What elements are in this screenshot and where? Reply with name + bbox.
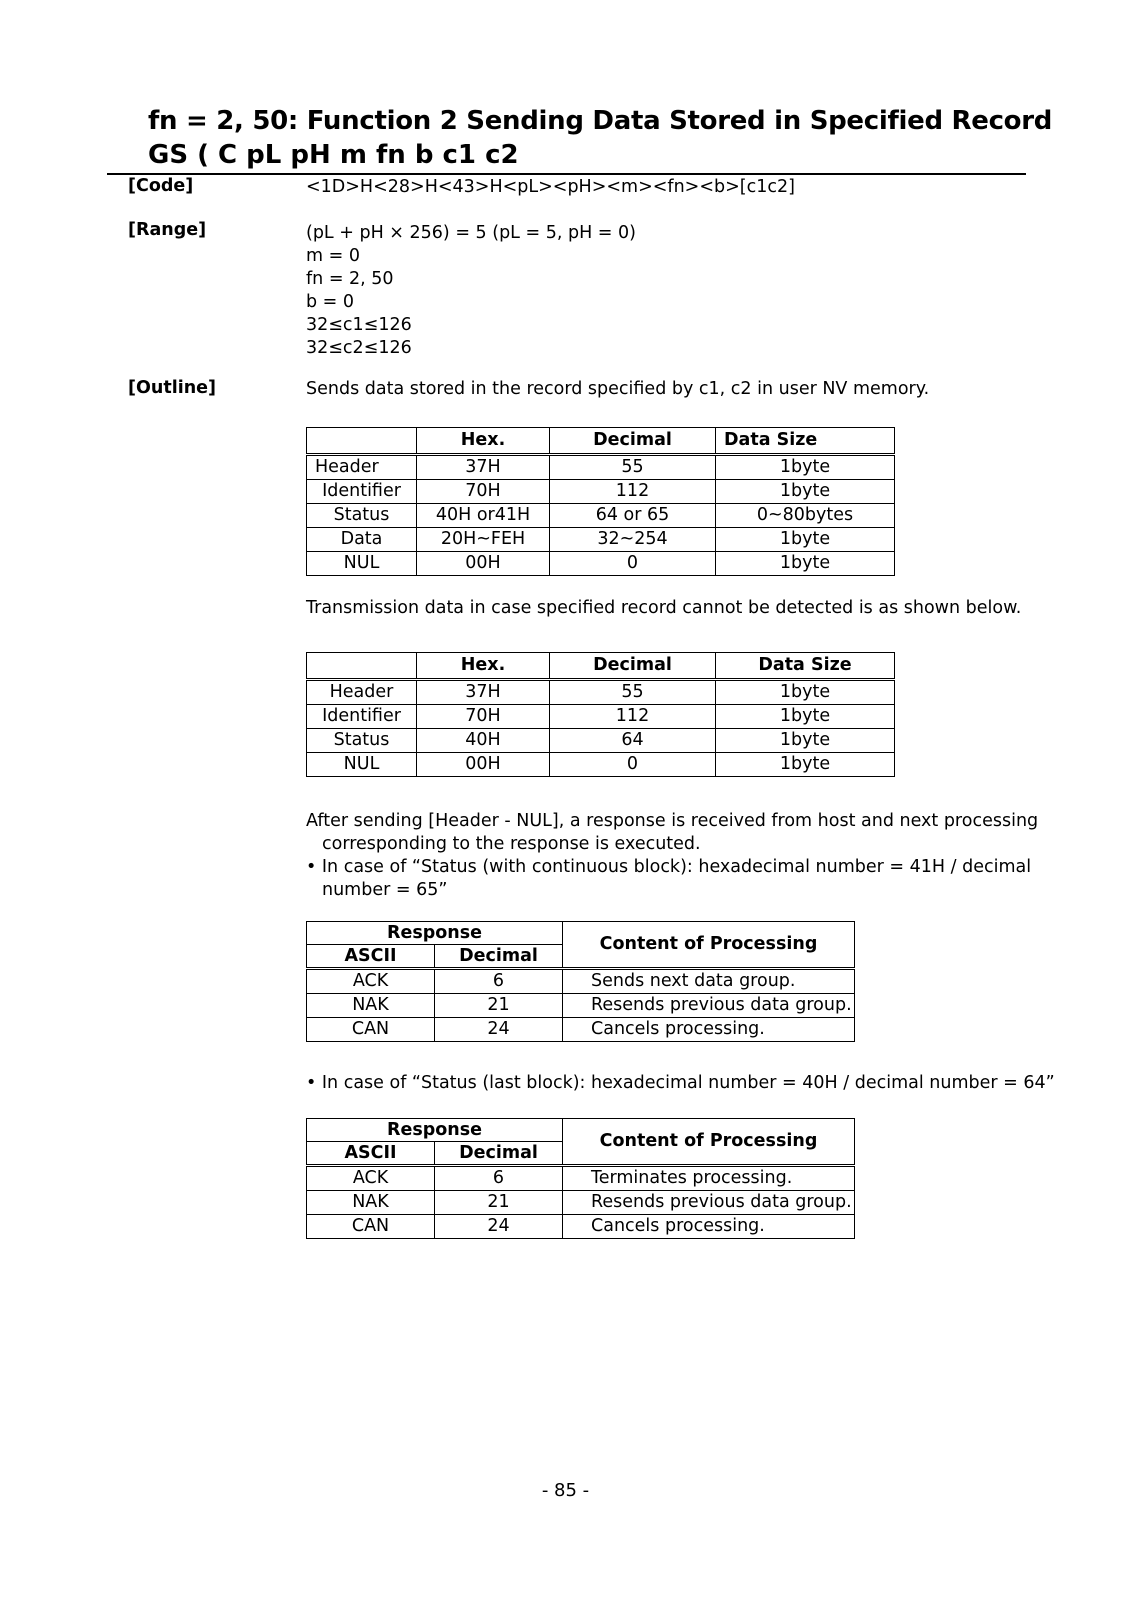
table-cell: 6 bbox=[435, 1166, 563, 1191]
bullet-line: number = 65” bbox=[322, 880, 448, 900]
table-cell: ACK bbox=[307, 969, 435, 994]
table-header: Hex. bbox=[417, 428, 550, 455]
not-detected-table bbox=[306, 652, 895, 777]
table-cell: ACK bbox=[307, 1166, 435, 1191]
table-cell: NAK bbox=[307, 994, 435, 1018]
table-row bbox=[307, 705, 895, 729]
table-cell: 1byte bbox=[716, 552, 895, 576]
range-line: b = 0 bbox=[306, 292, 355, 312]
code-label: [Code] bbox=[128, 176, 194, 196]
table-header bbox=[307, 428, 417, 455]
range-values bbox=[306, 222, 636, 360]
table-cell: Identifier bbox=[307, 480, 417, 504]
table-cell: 24 bbox=[435, 1215, 563, 1239]
table-cell: CAN bbox=[307, 1018, 435, 1042]
table-cell: 40H or41H bbox=[417, 504, 550, 528]
table-cell: 70H bbox=[417, 705, 550, 729]
content-header: Content of Processing bbox=[563, 922, 855, 969]
table-header: Decimal bbox=[550, 653, 716, 680]
bullet-line: • In case of “Status (with continuous block): hexadecimal number = 41H / decimal bbox=[306, 857, 1032, 877]
table-cell: Status bbox=[307, 504, 417, 528]
table-header bbox=[307, 653, 417, 680]
paragraph-line: corresponding to the response is executed. bbox=[322, 834, 701, 854]
table-cell: Cancels processing. bbox=[563, 1215, 855, 1239]
table-cell: Status bbox=[307, 729, 417, 753]
outline-text: Sends data stored in the record specified by c1, c2 in user NV memory. bbox=[306, 379, 930, 399]
table-cell: 1byte bbox=[716, 528, 895, 552]
table-cell: NAK bbox=[307, 1191, 435, 1215]
table-cell: Resends previous data group. bbox=[563, 1191, 855, 1215]
table-cell: 1byte bbox=[716, 480, 895, 504]
ascii-header: ASCII bbox=[307, 1142, 435, 1166]
table-cell: Header bbox=[307, 455, 417, 480]
page-number: - 85 - bbox=[541, 1480, 590, 1501]
table-cell: Data bbox=[307, 528, 417, 552]
table-cell: 64 bbox=[550, 729, 716, 753]
table-cell: 112 bbox=[550, 480, 716, 504]
table-cell: Terminates processing. bbox=[563, 1166, 855, 1191]
range-line: m = 0 bbox=[306, 246, 360, 266]
code-value: <1D>H<28>H<43>H<pL><pH><m><fn><b>[c1c2] bbox=[306, 177, 795, 197]
response-group-header: Response bbox=[307, 922, 563, 945]
table-cell: Identifier bbox=[307, 705, 417, 729]
table-cell: Resends previous data group. bbox=[563, 994, 855, 1018]
table-cell: 1byte bbox=[716, 729, 895, 753]
table-cell: 00H bbox=[417, 552, 550, 576]
table-cell: 0 bbox=[550, 753, 716, 777]
table-cell: 40H bbox=[417, 729, 550, 753]
response-group-header: Response bbox=[307, 1119, 563, 1142]
table-cell: 00H bbox=[417, 753, 550, 777]
table-cell: 0 bbox=[550, 552, 716, 576]
table-cell: 1byte bbox=[716, 680, 895, 705]
table-row bbox=[307, 1166, 855, 1191]
table-row bbox=[307, 504, 895, 528]
table-row bbox=[307, 480, 895, 504]
table-row bbox=[307, 729, 895, 753]
after-sending-paragraph bbox=[306, 810, 1038, 902]
title-rule bbox=[107, 173, 1026, 175]
table-cell: 70H bbox=[417, 480, 550, 504]
decimal-header: Decimal bbox=[435, 1142, 563, 1166]
table-cell: 1byte bbox=[716, 705, 895, 729]
response-table-continuous bbox=[306, 921, 855, 1042]
table-row bbox=[307, 969, 855, 994]
bullet-last-block: • In case of “Status (last block): hexadecimal number = 40H / decimal number = 64” bbox=[306, 1073, 1055, 1093]
table-cell: 37H bbox=[417, 455, 550, 480]
command-title: GS ( C pL pH m fn b c1 c2 bbox=[148, 140, 519, 170]
table-cell: 112 bbox=[550, 705, 716, 729]
ascii-header: ASCII bbox=[307, 945, 435, 969]
table-cell: 21 bbox=[435, 1191, 563, 1215]
table-header: Hex. bbox=[417, 653, 550, 680]
table-row bbox=[307, 1018, 855, 1042]
range-line: fn = 2, 50 bbox=[306, 269, 394, 289]
table-cell: 20H~FEH bbox=[417, 528, 550, 552]
content-header: Content of Processing bbox=[563, 1119, 855, 1166]
table-cell: 24 bbox=[435, 1018, 563, 1042]
table-cell: 1byte bbox=[716, 455, 895, 480]
table-header-row bbox=[307, 653, 895, 680]
table-row bbox=[307, 1191, 855, 1215]
table-cell: 0~80bytes bbox=[716, 504, 895, 528]
table-cell: 1byte bbox=[716, 753, 895, 777]
table-cell: NUL bbox=[307, 552, 417, 576]
range-line: 32≤c2≤126 bbox=[306, 338, 412, 358]
response-table-last bbox=[306, 1118, 855, 1239]
table-cell: 64 or 65 bbox=[550, 504, 716, 528]
range-label: [Range] bbox=[128, 220, 207, 240]
table-header: Data Size bbox=[716, 653, 895, 680]
table-cell: 37H bbox=[417, 680, 550, 705]
table-cell: 55 bbox=[550, 680, 716, 705]
decimal-header: Decimal bbox=[435, 945, 563, 969]
table-header: Data Size bbox=[716, 428, 895, 455]
section-title: fn = 2, 50: Function 2 Sending Data Stored in Specified Record bbox=[148, 106, 1053, 136]
table-row bbox=[307, 680, 895, 705]
range-line: (pL + pH × 256) = 5 (pL = 5, pH = 0) bbox=[306, 223, 636, 243]
transmission-table bbox=[306, 427, 895, 576]
table-row bbox=[307, 528, 895, 552]
table-row bbox=[307, 753, 895, 777]
paragraph-line: After sending [Header - NUL], a response is received from host and next processing bbox=[306, 811, 1039, 831]
table-cell: Header bbox=[307, 680, 417, 705]
table-row bbox=[307, 994, 855, 1018]
table-row bbox=[307, 455, 895, 480]
table-cell: CAN bbox=[307, 1215, 435, 1239]
table-row bbox=[307, 552, 895, 576]
table-cell: 21 bbox=[435, 994, 563, 1018]
table-cell: 32~254 bbox=[550, 528, 716, 552]
table-cell: 55 bbox=[550, 455, 716, 480]
table-cell: NUL bbox=[307, 753, 417, 777]
table-cell: Sends next data group. bbox=[563, 969, 855, 994]
table-header-row bbox=[307, 428, 895, 455]
not-detected-text: Transmission data in case specified record cannot be detected is as shown below. bbox=[306, 598, 1022, 618]
table-cell: Cancels processing. bbox=[563, 1018, 855, 1042]
table-header: Decimal bbox=[550, 428, 716, 455]
range-line: 32≤c1≤126 bbox=[306, 315, 412, 335]
table-cell: 6 bbox=[435, 969, 563, 994]
table-row bbox=[307, 1215, 855, 1239]
outline-label: [Outline] bbox=[128, 378, 217, 398]
